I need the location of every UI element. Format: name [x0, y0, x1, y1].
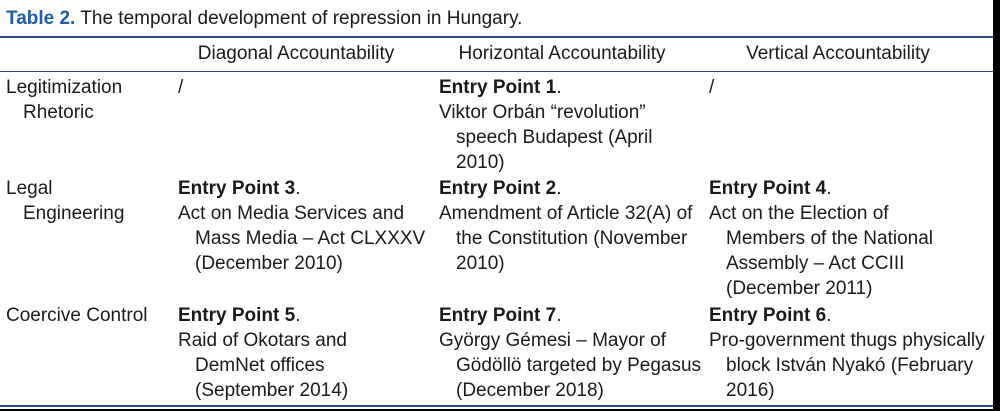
- row-label-line: Engineering: [23, 203, 125, 224]
- cell-legal-horizontal: [439, 176, 699, 276]
- entry-point-dot: .: [295, 305, 301, 326]
- cell-legal-diagonal: [178, 176, 428, 276]
- header-rule: [0, 71, 993, 72]
- cell-legitimization-horizontal: [439, 75, 699, 175]
- entry-point-dot: .: [556, 178, 562, 199]
- entry-point-text: Pro-government thugs physically block István Nyakó (February 2016): [709, 330, 985, 401]
- column-header-diagonal: Diagonal Accountability: [197, 43, 395, 64]
- entry-point-label: Entry Point 6: [709, 305, 827, 326]
- entry-point-dot: .: [826, 305, 832, 326]
- entry-point-label: Entry Point 4: [709, 178, 827, 199]
- entry-point-dot: .: [556, 305, 562, 326]
- entry-point-dot: .: [556, 77, 562, 98]
- column-header-vertical: Vertical Accountability: [746, 43, 930, 64]
- row-label-legal: [6, 176, 166, 226]
- row-label-line: Legitimization: [6, 77, 123, 98]
- entry-point-dot: .: [295, 178, 301, 199]
- cell-legitimization-vertical: [709, 75, 969, 100]
- entry-point-text: György Gémesi – Mayor of Gödöllö targeted by Pegasus (December 2018): [439, 330, 702, 401]
- cell-coercive-vertical: [709, 303, 985, 403]
- entry-point-label: Entry Point 5: [178, 305, 296, 326]
- entry-point-text: Amendment of Article 32(A) of the Constitution (November 2010): [439, 203, 693, 274]
- entry-point-label: Entry Point 7: [439, 305, 557, 326]
- row-label-line: Coercive Control: [6, 305, 148, 326]
- entry-point-text: Viktor Orbán “revolution” speech Budapest (April 2010): [439, 102, 653, 173]
- entry-point-text: Act on Media Services and Mass Media – Act CLXXXV (December 2010): [178, 203, 426, 274]
- entry-point-text: Act on the Election of Members of the National Assembly – Act CCIII (December 2011): [709, 203, 933, 299]
- column-header-horizontal: Horizontal Accountability: [458, 43, 666, 64]
- cell-coercive-diagonal: [178, 303, 428, 403]
- empty-cell-slash: /: [178, 77, 184, 98]
- entry-point-label: Entry Point 2: [439, 178, 557, 199]
- bottom-rule: [0, 405, 993, 407]
- cell-coercive-horizontal: [439, 303, 702, 403]
- table-caption: [6, 7, 522, 31]
- caption-text: The temporal development of repression in Hungary.: [75, 8, 523, 29]
- row-label-coercive: [6, 303, 166, 328]
- entry-point-label: Entry Point 3: [178, 178, 296, 199]
- cell-legal-vertical: [709, 176, 974, 301]
- entry-point-dot: .: [826, 178, 832, 199]
- row-label-line: Legal: [6, 178, 53, 199]
- cell-legitimization-diagonal: [178, 75, 428, 100]
- row-label-line: Rhetoric: [23, 102, 94, 123]
- row-label-legitimization: [6, 75, 166, 125]
- entry-point-text: Raid of Okotars and DemNet offices (September 2014): [178, 330, 349, 401]
- empty-cell-slash: /: [709, 77, 715, 98]
- top-rule: [0, 36, 993, 38]
- caption-label: Table 2.: [6, 8, 76, 29]
- entry-point-label: Entry Point 1: [439, 77, 557, 98]
